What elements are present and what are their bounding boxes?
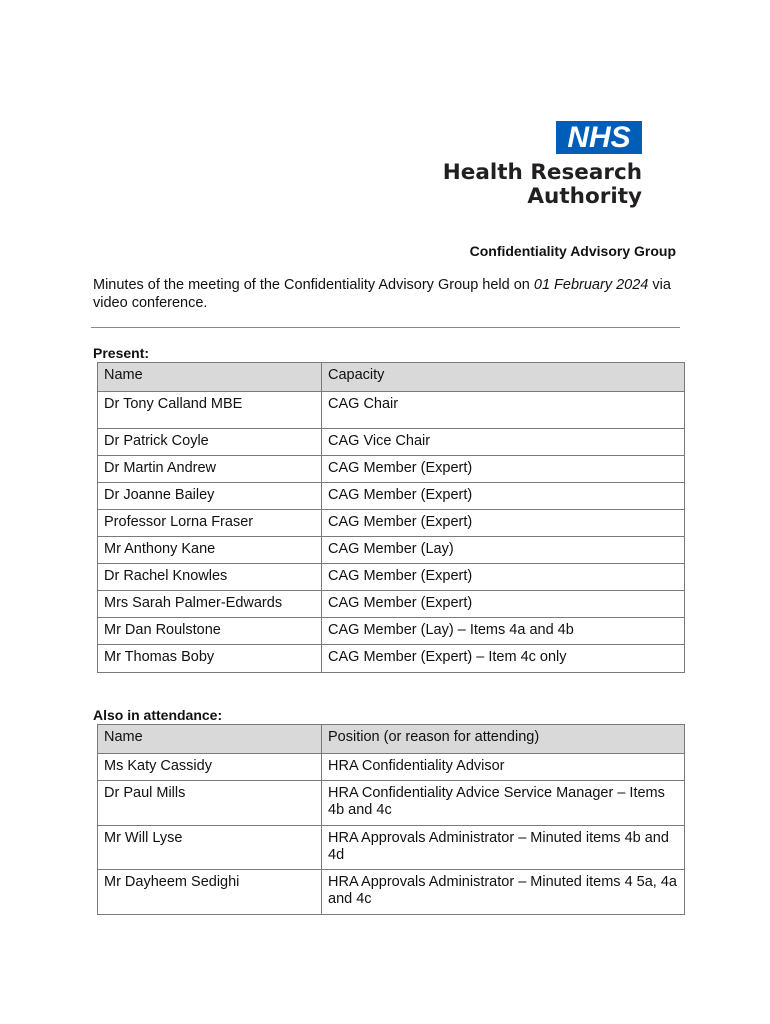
org-name-line2: Authority: [527, 184, 642, 209]
table-row: [98, 754, 685, 781]
name-cell: Mr Anthony Kane: [98, 537, 322, 564]
table-row: [98, 618, 685, 645]
intro-prefix: Minutes of the meeting of the Confidentiality Advisory Group held on: [93, 277, 534, 293]
name-cell: Professor Lorna Fraser: [98, 510, 322, 537]
table-row: [98, 645, 685, 673]
table-header-row: [98, 725, 685, 754]
header-cell: Name: [98, 363, 322, 392]
table-row: [98, 456, 685, 483]
role-cell: CAG Member (Expert): [322, 510, 685, 537]
role-cell: CAG Member (Expert): [322, 483, 685, 510]
role-cell: HRA Approvals Administrator – Minuted items 4 5a, 4a and 4c: [322, 870, 685, 915]
role-cell: CAG Member (Expert) – Item 4c only: [322, 645, 685, 673]
name-cell: Dr Joanne Bailey: [98, 483, 322, 510]
nhs-hra-logo: [442, 121, 644, 211]
divider: [91, 327, 680, 328]
name-cell: Mrs Sarah Palmer-Edwards: [98, 591, 322, 618]
table-row: [98, 483, 685, 510]
table-header-row: [98, 363, 685, 392]
present-label: Present:: [93, 345, 150, 361]
name-cell: Ms Katy Cassidy: [98, 754, 322, 781]
role-cell: CAG Member (Expert): [322, 456, 685, 483]
attendance-table: [97, 724, 685, 915]
nhs-logo-box: NHS: [556, 121, 642, 154]
name-cell: Dr Tony Calland MBE: [98, 392, 322, 429]
name-cell: Mr Dan Roulstone: [98, 618, 322, 645]
header-cell: Name: [98, 725, 322, 754]
role-cell: CAG Member (Expert): [322, 591, 685, 618]
table-row: [98, 392, 685, 429]
name-cell: Dr Martin Andrew: [98, 456, 322, 483]
name-cell: Dr Paul Mills: [98, 781, 322, 826]
table-row: [98, 564, 685, 591]
intro-paragraph: [93, 276, 673, 312]
name-cell: Mr Dayheem Sedighi: [98, 870, 322, 915]
table-row: [98, 826, 685, 870]
table-row: [98, 429, 685, 456]
role-cell: CAG Member (Expert): [322, 564, 685, 591]
attendance-table-body: [98, 725, 685, 915]
role-cell: HRA Confidentiality Advice Service Manager – Items 4b and 4c: [322, 781, 685, 826]
table-row: [98, 537, 685, 564]
name-cell: Dr Patrick Coyle: [98, 429, 322, 456]
role-cell: CAG Member (Lay): [322, 537, 685, 564]
header-cell: Capacity: [322, 363, 685, 392]
name-cell: Mr Thomas Boby: [98, 645, 322, 673]
intro-suffix: via video conference.: [93, 277, 671, 311]
role-cell: HRA Confidentiality Advisor: [322, 754, 685, 781]
role-cell: CAG Vice Chair: [322, 429, 685, 456]
table-row: [98, 591, 685, 618]
header-cell: Position (or reason for attending): [322, 725, 685, 754]
name-cell: Mr Will Lyse: [98, 826, 322, 870]
table-row: [98, 870, 685, 915]
role-cell: CAG Chair: [322, 392, 685, 429]
role-cell: CAG Member (Lay) – Items 4a and 4b: [322, 618, 685, 645]
present-table: [97, 362, 685, 673]
table-row: [98, 781, 685, 826]
table-row: [98, 510, 685, 537]
present-table-body: [98, 363, 685, 673]
meeting-date: 01 February 2024: [533, 277, 649, 293]
org-name-line1: Health Research: [442, 160, 642, 185]
role-cell: HRA Approvals Administrator – Minuted items 4b and 4d: [322, 826, 685, 870]
document-heading: Confidentiality Advisory Group: [469, 243, 676, 259]
name-cell: Dr Rachel Knowles: [98, 564, 322, 591]
attendance-label: Also in attendance:: [93, 707, 223, 723]
